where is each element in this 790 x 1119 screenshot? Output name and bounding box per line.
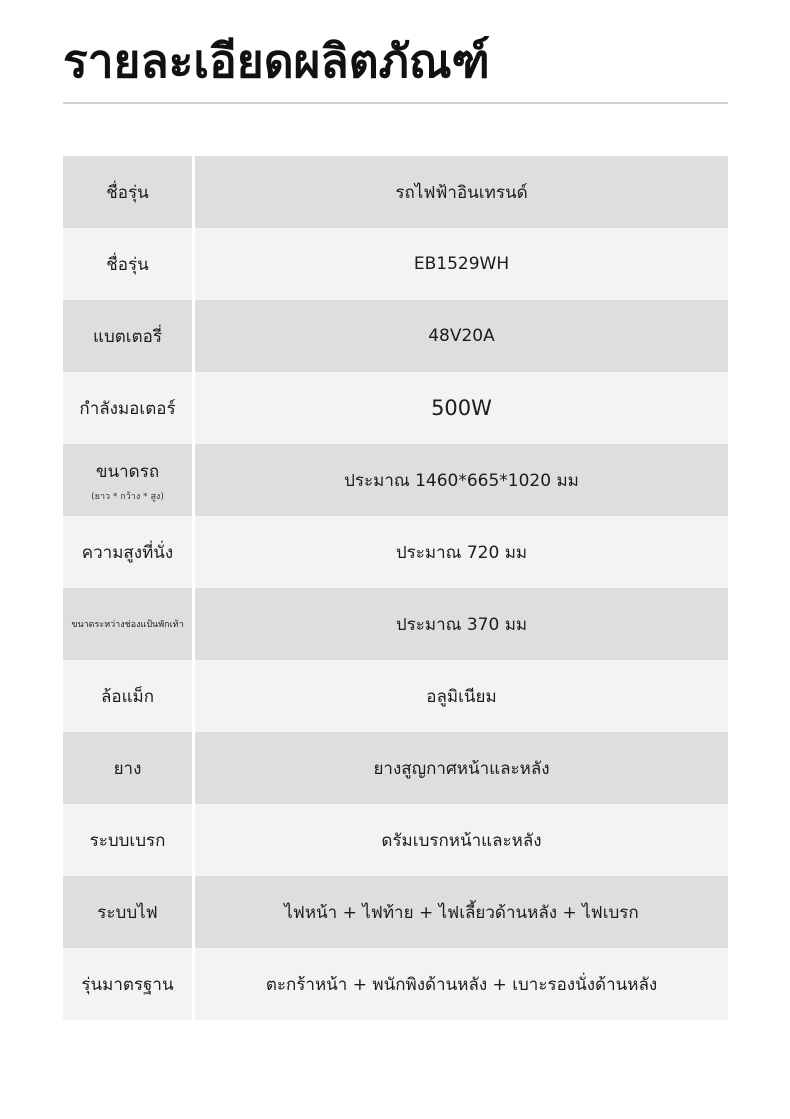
spec-value: ดรัมเบรกหน้าและหลัง: [381, 830, 542, 851]
spec-row-motor-power: [63, 372, 728, 444]
spec-label: ขนาดระหว่างช่องแป้นพักเท้า: [63, 588, 195, 660]
spec-sublabel: (ยาว * กว้าง * สูง): [91, 491, 164, 502]
spec-label: ความสูงที่นั่ง: [63, 516, 195, 588]
spec-label-group: [63, 444, 195, 516]
spec-row-standard-equipment: [63, 948, 728, 1020]
spec-label: รุ่นมาตรฐาน: [63, 948, 195, 1020]
spec-value: รถไฟฟ้าอินเทรนด์: [395, 182, 528, 203]
spec-label: ชื่อรุ่น: [63, 228, 195, 300]
spec-value: ประมาณ 1460*665*1020 มม: [344, 470, 579, 491]
spec-value: 48V20A: [428, 326, 495, 346]
spec-row-model-code: [63, 228, 728, 300]
spec-label: ล้อแม็ก: [63, 660, 195, 732]
spec-value: EB1529WH: [413, 254, 510, 274]
spec-row-lights: [63, 876, 728, 948]
spec-value: 500W: [431, 396, 492, 420]
spec-value: ประมาณ 370 มม: [395, 614, 528, 635]
spec-label: ระบบไฟ: [63, 876, 195, 948]
spec-value: ยางสูญกาศหน้าและหลัง: [373, 758, 550, 779]
spec-row-wheels: [63, 660, 728, 732]
spec-row-footrest-gap: [63, 588, 728, 660]
spec-value: ตะกร้าหน้า + พนักพิงด้านหลัง + เบาะรองนั่งด้านหลัง: [265, 974, 658, 995]
spec-row-brakes: [63, 804, 728, 876]
spec-label: ระบบเบรก: [63, 804, 195, 876]
title-divider: [63, 102, 728, 104]
spec-label: แบตเตอรี่: [63, 300, 195, 372]
spec-label: ยาง: [63, 732, 195, 804]
spec-row-seat-height: [63, 516, 728, 588]
page-title: รายละเอียดผลิตภัณฑ์: [63, 34, 490, 88]
spec-row-vehicle-size: [63, 444, 728, 516]
spec-table: [63, 156, 728, 1020]
spec-label: ชื่อรุ่น: [63, 156, 195, 228]
spec-value: อลูมิเนียม: [426, 686, 497, 707]
spec-row-battery: [63, 300, 728, 372]
spec-label: ขนาดรถ: [95, 461, 160, 482]
spec-value: ประมาณ 720 มม: [395, 542, 528, 563]
spec-row-tires: [63, 732, 728, 804]
spec-label: กำลังมอเตอร์: [63, 372, 195, 444]
spec-value: ไฟหน้า + ไฟท้าย + ไฟเลี้ยวด้านหลัง + ไฟเบรก: [284, 902, 639, 923]
spec-row-model-name: [63, 156, 728, 228]
